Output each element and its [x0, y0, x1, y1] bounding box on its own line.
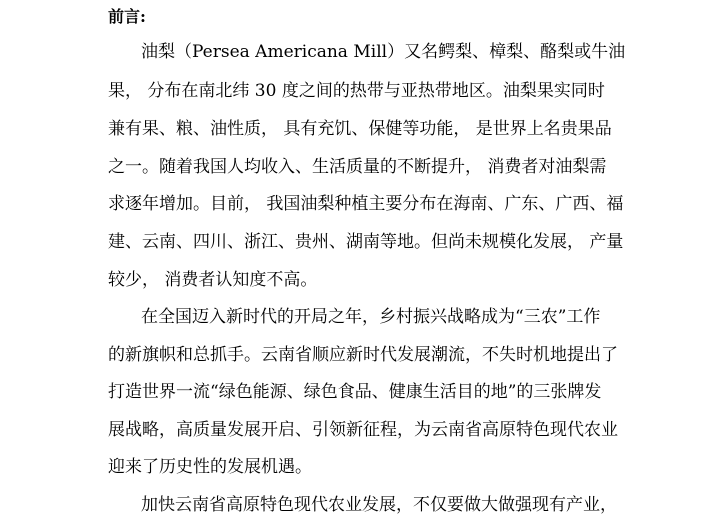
- paragraph-1-line-2: 果， 分布在南北纬 30 度之间的热带与亚热带地区。油梨果实同时: [108, 81, 605, 101]
- paragraph-2-line-3: 打造世界一流“绿色能源、绿色食品、健康生活目的地”的三张牌发: [108, 382, 602, 402]
- paragraph-1-line-4: 之一。随着我国人均收入、生活质量的不断提升， 消费者对油梨需: [108, 157, 607, 177]
- paragraph-2-line-1: 在全国迈入新时代的开局之年，乡村振兴战略成为“三农”工作: [141, 307, 601, 327]
- paragraph-2-line-5: 迎来了历史性的发展机遇。: [108, 457, 312, 477]
- paragraph-1-line-3: 兼有果、粮、油性质， 具有充饥、保健等功能， 是世界上名贵果品: [108, 119, 612, 139]
- paragraph-1-line-7: 较少， 消费者认知度不高。: [108, 270, 318, 290]
- paragraph-1-line-6: 建、云南、四川、浙江、贵州、湖南等地。但尚未规模化发展， 产量: [108, 232, 624, 252]
- paragraph-1-line-1: 油梨（Persea Americana Mill）又名鳄梨、樟梨、酪梨或牛油: [141, 42, 626, 62]
- paragraph-2-line-4: 展战略，高质量发展开启、引领新征程，为云南省高原特色现代农业: [108, 420, 618, 440]
- paragraph-1-line-5: 求逐年增加。目前， 我国油梨种植主要分布在海南、广东、广西、福: [108, 194, 624, 214]
- section-heading: 前言:: [108, 7, 146, 26]
- paragraph-2-line-2: 的新旗帜和总抓手。云南省顺应新时代发展潮流，不失时机地提出了: [108, 345, 618, 365]
- paragraph-3-line-1: 加快云南省高原特色现代农业发展，不仅要做大做强现有产业，: [141, 495, 617, 515]
